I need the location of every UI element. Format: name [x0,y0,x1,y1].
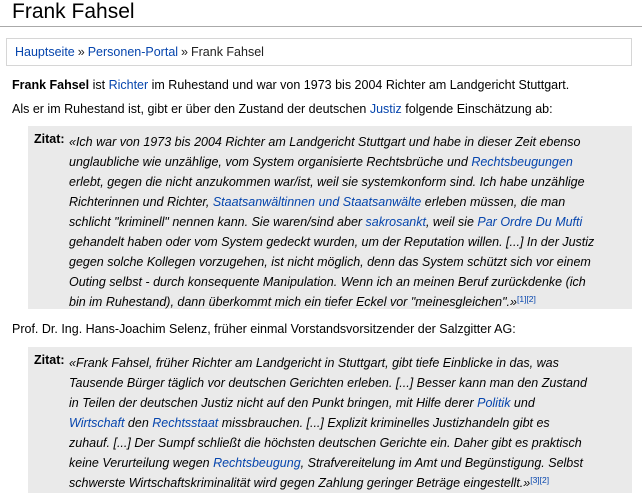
quote-text-segment: schlicht "kriminell" nennen kann. Sie waren/sind aber [69,215,366,229]
quote-line: «Frank Fahsel, früher Richter am Landgericht in Stuttgart, gibt tiefe Einblicke in das, was [69,356,559,370]
quote-text-segment: schwerste Wirtschaftskriminalität wird gegen Zahlung geringer Beträge eingestellt.» [69,476,531,490]
quote-label: Zitat: [34,132,65,146]
par-ordre-du-mufti-link[interactable]: Par Ordre Du Mufti [477,215,583,229]
breadcrumb-portal-link[interactable]: Personen-Portal [87,45,179,59]
quote-box-1 [28,126,632,309]
intro2-text: folgende Einschätzung ab: [401,102,553,116]
sakrosankt-link[interactable]: sakrosankt [365,215,426,229]
quote-line [69,192,625,212]
quote-text-segment: und [510,396,535,410]
quote-text-segment: , weil sie [425,215,478,229]
footnote-ref-1[interactable]: [1] [516,294,527,304]
quote-line [69,292,625,312]
quote-line: erlebt, gegen die nicht anzukommen war/ist, weil sie systemkonform sind. Ich habe unzählige [69,175,585,189]
quote-box-2 [28,347,632,493]
quote-line: «Ich war von 1973 bis 2004 Richter am Landgericht Stuttgart und habe in dieser Zeit ebenso [69,135,581,149]
quote-label: Zitat: [34,353,65,367]
quote-line [69,212,625,232]
rechtsbeugungen-link[interactable]: Rechtsbeugungen [471,155,573,169]
quote-line: Tausende Bürger täglich vor deutschen Gerichten erleben. [...] Besser kann man den Zustand [69,376,587,390]
quote-line: Outing selbst - durch konsequente Manipulation. Wenn ich an meinen Beruf zurückdenke (ich [69,275,586,289]
quote-line [69,413,625,433]
intro-paragraph [12,76,569,94]
page-title: Frank Fahsel [12,0,135,23]
quote-text-segment: erleben müssen, die man [421,195,566,209]
subject-name: Frank Fahsel [12,78,90,92]
footnote-refs [530,475,549,485]
intro-text: im Ruhestand und war von 1973 bis 2004 Richter am Landgericht Stuttgart. [148,78,570,92]
intro-text: ist [89,78,109,92]
breadcrumb-separator: » [77,45,85,59]
justiz-link[interactable]: Justiz [369,102,402,116]
footnote-ref-2[interactable]: [2] [539,475,550,485]
footnote-refs [517,294,536,304]
quote-line [69,393,625,413]
quote-line: gegen solche Kollegen vorzugehen, ist nicht möglich, denn das System schützt sich vor einem [69,255,591,269]
quote-text-segment: missbrauchen. [...] Explizit kriminelles Justizhandeln gibt es [218,416,550,430]
quote-text-segment: keine Verurteilung wegen [69,456,214,470]
politik-link[interactable]: Politik [477,396,511,410]
intro-paragraph-2 [12,100,553,118]
richter-link[interactable]: Richter [108,78,149,92]
breadcrumb [6,38,632,66]
wirtschaft-link[interactable]: Wirtschaft [69,416,125,430]
quote-text-segment: den [124,416,153,430]
selenz-intro: Prof. Dr. Ing. Hans-Joachim Selenz, früher einmal Vorstandsvorsitzender der Salzgitter AG: [12,322,516,336]
quote-text-segment: , Strafvereitelung im Amt und Begünstigung. Selbst [300,456,583,470]
quote-text [69,353,625,493]
rechtsstaat-link[interactable]: Rechtsstaat [152,416,219,430]
footnote-ref-2[interactable]: [2] [526,294,536,304]
breadcrumb-current: Frank Fahsel [191,45,264,59]
quote-line: gehandelt haben oder vom System gedeckt wurden, um der Reputation willen. [...] In der Justiz [69,235,595,249]
quote-line [69,453,625,473]
breadcrumb-home-link[interactable]: Hauptseite [15,45,75,59]
quote-line [69,473,625,493]
quote-text-segment: bin im Ruhestand), dann überkommt mich ein tiefer Eckel vor "meinesgleichen".» [69,295,517,309]
staatsanwaelte-link[interactable]: Staatsanwältinnen und Staatsanwälte [212,195,422,209]
quote-text [69,132,625,312]
rechtsbeugung-link[interactable]: Rechtsbeugung [213,456,301,470]
quote-line [69,152,625,172]
quote-text-segment: in Teilen der deutschen Justiz nicht auf den Punkt bringen, mit Hilfe derer [69,396,478,410]
quote-text-segment: Richterinnen und Richter, [69,195,213,209]
quote-line: zuhauf. [...] Der Sumpf schließt die höchsten deutschen Gerichte ein. Daher gibt es praktisch [69,436,582,450]
quote-text-segment: unglaubliche wie unzählige, vom System organisierte Rechtsbrüche und [69,155,472,169]
intro2-text: Als er im Ruhestand ist, gibt er über den Zustand der deutschen [12,102,370,116]
title-divider [0,26,642,27]
breadcrumb-separator: » [181,45,188,59]
footnote-ref-3[interactable]: [3] [530,475,540,485]
